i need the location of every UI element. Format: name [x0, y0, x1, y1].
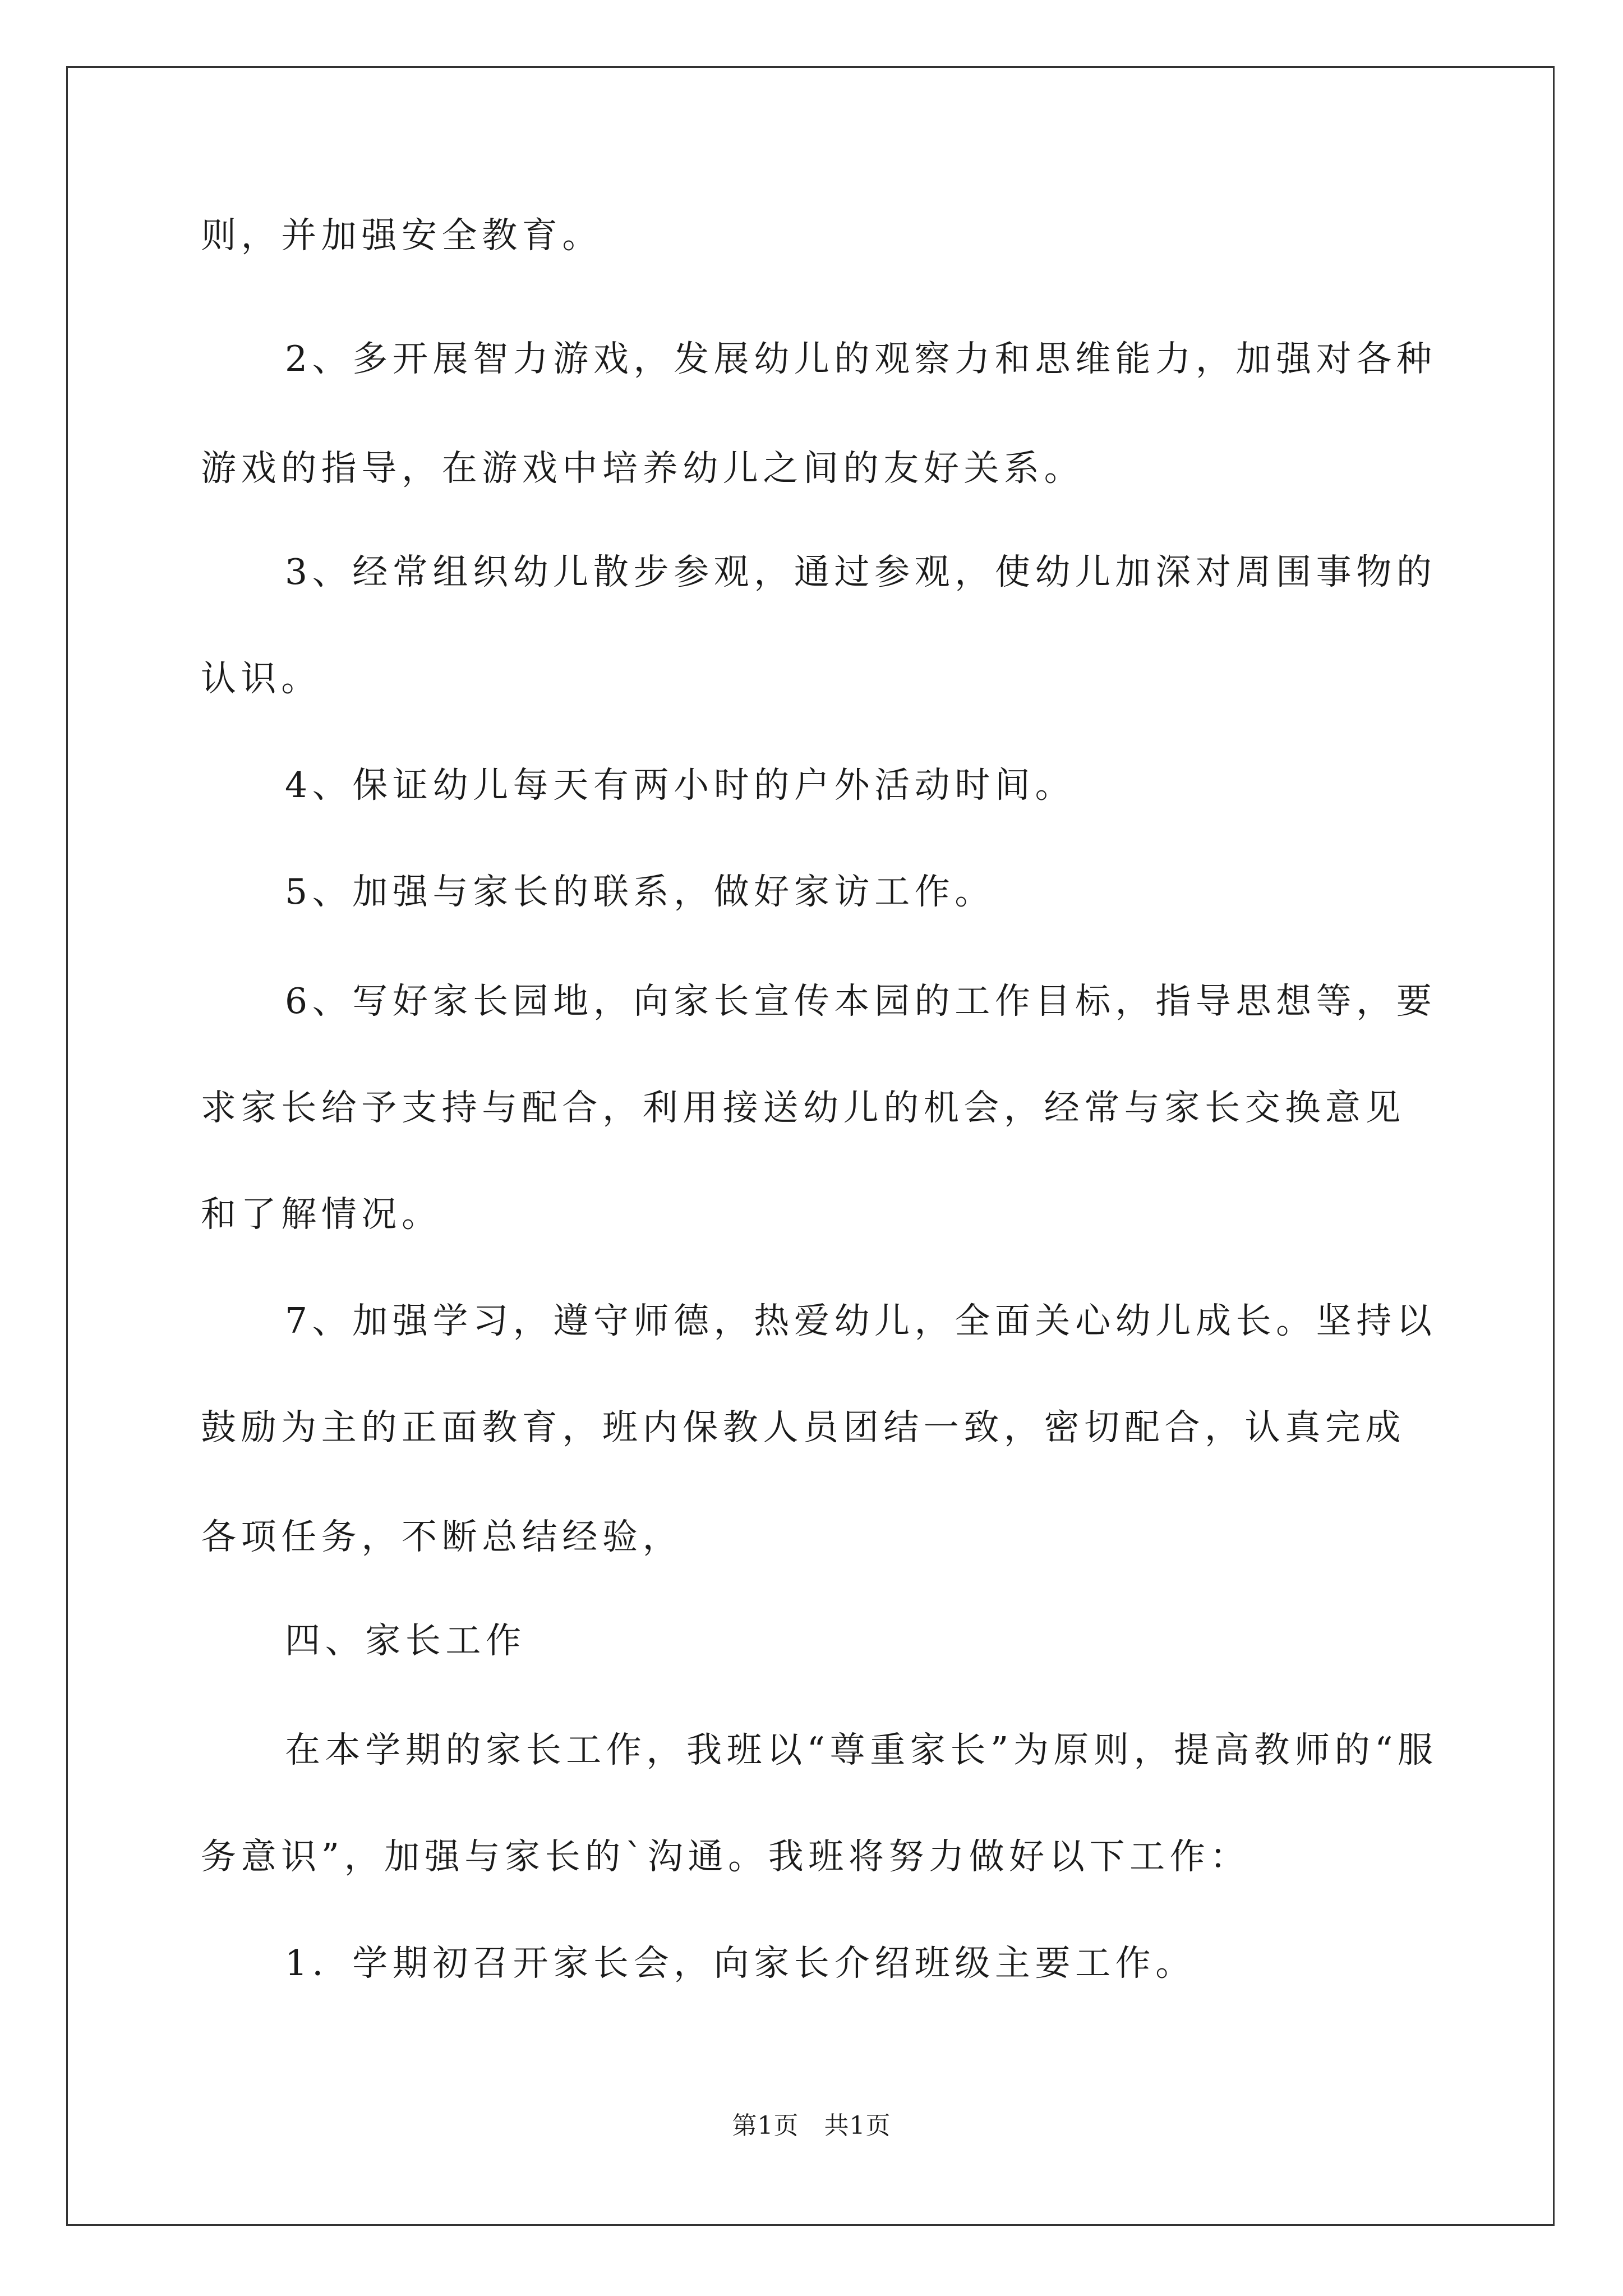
text-line: 鼓励为主的正面教育，班内保教人员团结一致，密切配合，认真完成: [201, 1407, 1405, 1448]
text-line: 在本学期的家长工作，我班以“尊重家长”为原则，提高教师的“服: [285, 1729, 1438, 1770]
text-line: 1．学期初召开家长会，向家长介绍班级主要工作。: [285, 1943, 1196, 1984]
text-line: 求家长给予支持与配合，利用接送幼儿的机会，经常与家长交换意见: [201, 1087, 1405, 1128]
text-line: 5、加强与家长的联系，做好家访工作。: [285, 871, 995, 912]
text-line: 2、多开展智力游戏，发展幼儿的观察力和思维能力，加强对各种: [285, 338, 1437, 379]
text-line: 4、保证幼儿每天有两小时的户外活动时间。: [285, 765, 1076, 806]
page-footer: 第1页 共1页: [732, 2111, 891, 2140]
text-line: 务意识”，加强与家长的`沟通。我班将努力做好以下工作：: [201, 1836, 1250, 1877]
text-line: 3、经常组织幼儿散步参观，通过参观，使幼儿加深对周围事物的: [285, 551, 1437, 592]
text-line: 6、写好家长园地，向家长宣传本园的工作目标，指导思想等，要: [285, 981, 1437, 1022]
text-line: 认识。: [201, 658, 321, 699]
text-line: 游戏的指导，在游戏中培养幼儿之间的友好关系。: [201, 448, 1085, 489]
page-border: [66, 66, 1555, 2226]
section-heading: 四、家长工作: [285, 1620, 526, 1661]
text-line: 7、加强学习，遵守师德，热爱幼儿，全面关心幼儿成长。坚持以: [285, 1300, 1437, 1341]
text-line: 各项任务，不断总结经验，: [201, 1516, 683, 1557]
text-line: 则，并加强安全教育。: [201, 215, 602, 256]
text-line: 和了解情况。: [201, 1194, 442, 1235]
